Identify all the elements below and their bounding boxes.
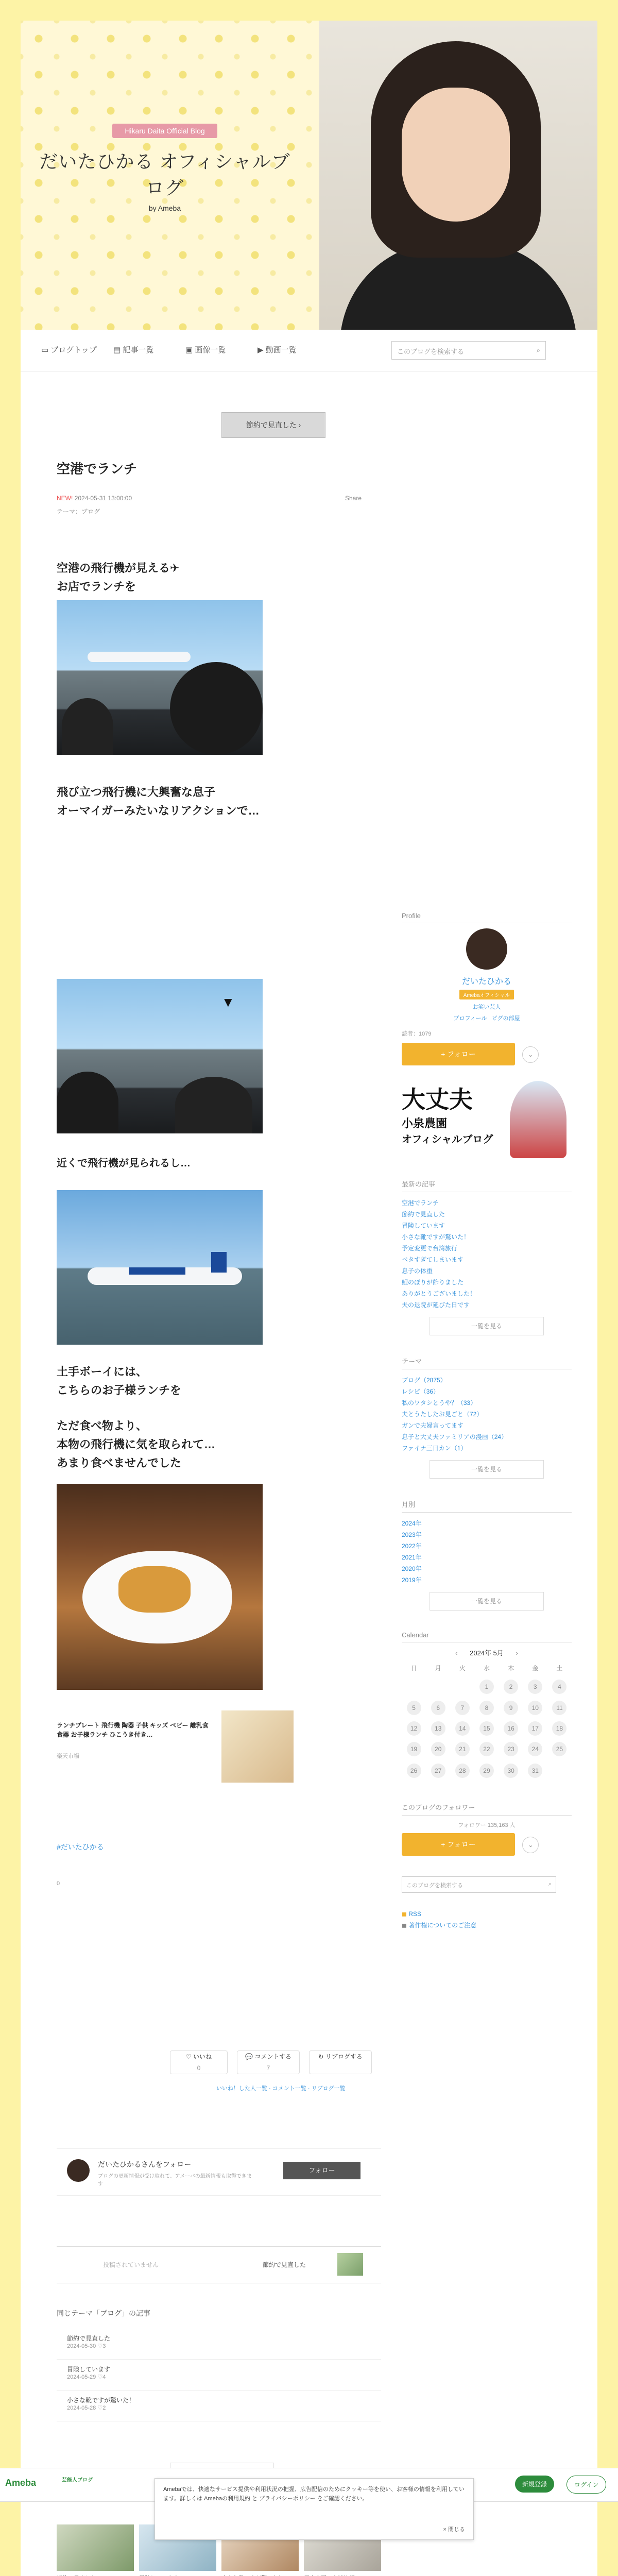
nav-video-list[interactable]: ▶ 動画一覧 — [258, 346, 297, 354]
calendar-day[interactable]: 23 — [504, 1742, 518, 1756]
calendar-day-cell — [402, 1675, 426, 1698]
calendar-day-cell — [474, 1698, 499, 1718]
same-theme-item-2[interactable]: 冒険しています 2024-05-29 ♡4 — [57, 2360, 381, 2391]
share-label: Share — [345, 495, 362, 502]
same-theme-item-date: 2024-05-30 — [67, 2343, 96, 2349]
entry-title[interactable]: 空港でランチ — [57, 461, 138, 477]
recent-item[interactable]: 息子の体重 — [402, 1267, 433, 1275]
archive-item[interactable]: 2022年 — [402, 1543, 422, 1550]
banner-line-1: 大丈夫 — [402, 1086, 473, 1113]
calendar-day-cell — [450, 1739, 474, 1759]
entry-paragraph-5 — [57, 1417, 366, 1472]
share-button[interactable] — [345, 495, 362, 502]
nav-entry-list[interactable]: ▤ 記事一覧 — [113, 346, 154, 354]
same-theme-list — [57, 2329, 381, 2421]
same-theme-header: 同じテーマ「ブログ」の記事 — [57, 2309, 150, 2317]
sidebar-follow-button[interactable]: + フォロー — [402, 1043, 515, 1065]
calendar-day-cell — [547, 1698, 572, 1718]
rss-label: RSS — [408, 1910, 421, 1918]
calendar-day[interactable]: 15 — [479, 1721, 494, 1736]
paragraph-1-line-2: お店でランチを — [57, 580, 136, 593]
plane-stripe — [129, 1267, 185, 1275]
sidebar-follow-label: フォロー — [447, 1050, 476, 1058]
calendar-day[interactable]: 16 — [504, 1721, 518, 1736]
weekday: 日 — [410, 1665, 417, 1672]
calendar-day-cell — [523, 1718, 547, 1739]
archive-item[interactable]: 2024年 — [402, 1520, 422, 1527]
calendar-day[interactable]: 27 — [431, 1764, 445, 1778]
calendar-header: Calendar — [402, 1631, 572, 1642]
like-count: 0 — [197, 2064, 201, 2072]
calendar-day-cell — [474, 1759, 499, 1782]
recent-item[interactable]: 小さな靴ですが驚いた！ — [402, 1233, 470, 1241]
follow-row — [402, 1043, 572, 1065]
login-button[interactable]: ログイン — [566, 2476, 606, 2494]
person-silhouette — [170, 662, 263, 755]
followers-follow-label: フォロー — [447, 1840, 476, 1849]
entry-paragraph-3: 近くで飛行機が見られるし… — [57, 1158, 191, 1169]
calendar-day-cell — [426, 1739, 450, 1759]
weekday: 木 — [508, 1665, 514, 1672]
archive-item[interactable]: 2019年 — [402, 1577, 422, 1584]
follow-box — [57, 2148, 381, 2196]
calendar-day[interactable]: 6 — [431, 1701, 445, 1715]
rss-link[interactable] — [402, 1908, 572, 1920]
like-label: いいね — [193, 2053, 212, 2060]
photo-airport-window[interactable] — [57, 600, 263, 755]
calendar-day[interactable]: 21 — [455, 1742, 470, 1756]
product-source: 楽天市場 — [57, 1753, 79, 1759]
plane-silhouette — [88, 652, 191, 662]
banner-character — [510, 1081, 566, 1158]
recommended-thumb-1[interactable] — [57, 2524, 134, 2571]
calendar-next-icon[interactable]: › — [516, 1649, 518, 1657]
copyright-link[interactable] — [402, 1920, 572, 1931]
calendar-day-cell — [450, 1675, 474, 1698]
profile-name[interactable]: だいたひかる — [461, 977, 511, 986]
entry-paragraph-2 — [57, 783, 366, 820]
paragraph-5-line-2: 本物の飛行機に気を取られて… — [57, 1438, 216, 1451]
official-badge: Amebaオフィシャル — [459, 990, 514, 999]
entry-paragraph-1 — [57, 559, 366, 596]
person-silhouette-2 — [175, 1077, 252, 1133]
product-card[interactable] — [57, 1710, 294, 1788]
entry-theme[interactable] — [57, 507, 100, 516]
calendar-day[interactable]: 2 — [504, 1680, 518, 1694]
paragraph-4-line-2: こちらのお子様ランチを — [57, 1384, 182, 1397]
calendar-day[interactable]: 12 — [407, 1721, 421, 1736]
theme-item[interactable]: 私のワタシとうや？（33） — [402, 1399, 477, 1406]
calendar-day-cell — [523, 1675, 547, 1698]
calendar-day[interactable]: 25 — [552, 1742, 566, 1756]
register-button[interactable]: 新規登録 — [515, 2476, 554, 2493]
calendar-day-cell — [402, 1698, 426, 1718]
theme-item[interactable]: 夫とうたしたお見ごと（72） — [402, 1411, 483, 1418]
photo-plane[interactable] — [57, 1190, 263, 1345]
calendar-day[interactable]: 4 — [552, 1680, 566, 1694]
copyright-icon: ◼ — [402, 1922, 407, 1929]
comment-count: 7 — [266, 2064, 270, 2072]
calendar-week-row — [402, 1759, 572, 1782]
theme-more-button[interactable]: 一覧を見る — [430, 1460, 544, 1479]
reblog-counter: 0 — [57, 1880, 60, 1887]
avatar — [67, 2159, 90, 2182]
same-theme-item-likes: 3 — [102, 2343, 106, 2349]
nav-entry-list-label: 記事一覧 — [123, 346, 154, 354]
entry-theme-label: テーマ：ブログ — [57, 508, 100, 515]
same-theme-item-3[interactable]: 小さな靴ですが驚いた！ 2024-05-28 ♡2 — [57, 2391, 381, 2421]
calendar-day[interactable]: 28 — [455, 1764, 470, 1778]
recent-item[interactable]: 空港でランチ — [402, 1199, 439, 1207]
product-title[interactable]: ランチプレート 飛行機 陶器 子供 キッズ ベビー 離乳食 食器 お子様ランチ ひこうき付き… — [57, 1722, 209, 1738]
sidebar-search-input[interactable] — [402, 1876, 556, 1893]
sidebar — [402, 912, 572, 1931]
calendar-weekday-row — [402, 1660, 572, 1675]
recent-item[interactable]: 節約で見直した — [402, 1211, 445, 1218]
calendar-month-row — [402, 1648, 572, 1657]
product-image[interactable] — [221, 1710, 294, 1783]
recent-item[interactable]: 夫の退院が延びた日です — [402, 1301, 470, 1309]
pager-next[interactable]: 節約で見直した — [263, 2261, 306, 2268]
paragraph-5-line-1: ただ食べ物より、 — [57, 1419, 148, 1432]
calendar-day-cell — [450, 1698, 474, 1718]
blog-title[interactable]: だいたひかる オフィシャルブログ — [39, 151, 290, 198]
ameba-logo[interactable]: Ameba — [5, 2478, 37, 2488]
plane-tail — [211, 1252, 227, 1273]
calendar-day[interactable]: 8 — [479, 1701, 494, 1715]
calendar-day[interactable]: 13 — [431, 1721, 445, 1736]
recent-item[interactable]: ベタすぎてしまいます — [402, 1256, 464, 1263]
like-button[interactable]: ♡ いいね 0 — [170, 2050, 228, 2074]
calendar-day[interactable]: 7 — [455, 1701, 470, 1715]
calendar-day-cell — [426, 1718, 450, 1739]
followers-follow-button[interactable]: + フォロー — [402, 1833, 515, 1856]
archive-item[interactable]: 2023年 — [402, 1531, 422, 1538]
archive-item[interactable]: 2021年 — [402, 1554, 422, 1561]
calendar-day-cell — [402, 1739, 426, 1759]
rss-icon: ◼ — [402, 1910, 407, 1918]
hashtag-link[interactable]: #だいたひかる — [57, 1843, 104, 1851]
blog-nav — [21, 330, 597, 371]
calendar-day[interactable]: 20 — [431, 1742, 445, 1756]
calendar-day[interactable]: 17 — [528, 1721, 542, 1736]
profile-avatar[interactable] — [466, 928, 507, 970]
paragraph-2-line-2: オーマイガーみたいなリアクションで… — [57, 804, 260, 817]
profile-link[interactable]: プロフィール — [453, 1015, 487, 1022]
calendar-day-cell — [547, 1759, 572, 1782]
pager-prev: 投稿されていません — [103, 2261, 159, 2268]
weekday: 水 — [483, 1665, 490, 1672]
recommended-title-3[interactable] — [221, 2574, 284, 2576]
paragraph-5-line-3: あまり食べませんでした — [57, 1456, 182, 1469]
calendar-week-row — [402, 1698, 572, 1718]
calendar-day[interactable]: 29 — [479, 1764, 494, 1778]
calendar-day[interactable]: 5 — [407, 1701, 421, 1715]
calendar-day[interactable]: 14 — [455, 1721, 470, 1736]
ameba-sub[interactable]: 芸能人ブログ — [62, 2478, 93, 2483]
calendar-day — [407, 1679, 421, 1693]
follow-box-title: だいたひかるさんをフォロー — [98, 2160, 192, 2168]
calendar-day[interactable]: 10 — [528, 1701, 542, 1715]
copyright-label: 著作権についてのご注意 — [408, 1922, 477, 1929]
calendar-day[interactable]: 9 — [504, 1701, 518, 1715]
weekday: 土 — [556, 1665, 563, 1672]
prev-entry-label: 節約で見直した — [246, 421, 297, 429]
archive-item[interactable]: 2020年 — [402, 1565, 422, 1572]
by-ameba: by Ameba — [148, 204, 181, 212]
same-theme-item-likes: 4 — [102, 2374, 106, 2380]
calendar-day-cell — [474, 1739, 499, 1759]
same-theme-item-1[interactable]: 節約で見直した 2024-05-30 ♡3 — [57, 2329, 381, 2360]
paragraph-4-line-1: 土手ボーイには、 — [57, 1365, 148, 1378]
calendar-week-row — [402, 1739, 572, 1759]
nav-image-list-label: 画像一覧 — [195, 346, 226, 354]
calendar-day-cell — [499, 1739, 523, 1759]
child-silhouette — [62, 698, 113, 755]
sidebar-search-placeholder: このブログを検索する — [406, 1883, 463, 1889]
calendar-day-cell — [474, 1675, 499, 1698]
cookie-text: Amebaでは、快適なサービス提供や利用状況の把握、広告配信のためにクッキー等を使い、お客様の情報を利用しています。詳しくは Amebaの利用規約 と プライバシーポリシー をご確認ください。 — [163, 2486, 465, 2502]
follow-box-desc: ブログの更新情報が受け取れて、アメーバの最新情報も取得できます — [98, 2174, 252, 2187]
pigg-room-link[interactable]: ピグの部屋 — [491, 1015, 520, 1022]
calendar-day-cell — [426, 1675, 450, 1698]
recommended-title-1[interactable] — [57, 2574, 96, 2576]
follow-menu-icon[interactable]: ⌄ — [522, 1046, 539, 1063]
comment-list-link[interactable]: コメント一覧 — [272, 2086, 306, 2092]
calendar-table — [402, 1660, 572, 1782]
header-portrait — [319, 21, 597, 330]
cookie-close-button[interactable]: × 閉じる — [443, 2527, 465, 2533]
calendar-day-cell — [499, 1698, 523, 1718]
calendar-day-cell — [402, 1759, 426, 1782]
profile-category[interactable]: お笑い芸人 — [472, 1004, 501, 1010]
photo-window-seat[interactable] — [57, 979, 263, 1133]
comment-label: コメントする — [254, 2053, 291, 2060]
calendar-day-cell — [450, 1759, 474, 1782]
calendar-day-cell — [426, 1759, 450, 1782]
header-ribbon: Hikaru Daita Official Blog — [112, 124, 217, 138]
search-icon: ⌕ — [548, 1881, 552, 1887]
calendar-day[interactable]: 19 — [407, 1742, 421, 1756]
entry-meta — [57, 495, 132, 502]
blog-title-block — [31, 124, 299, 212]
followers-follow-row — [402, 1833, 572, 1856]
calendar-day-cell — [547, 1675, 572, 1698]
recent-item[interactable]: 冒険しています — [402, 1222, 445, 1229]
plane-in-sky: ▼ — [221, 994, 235, 1010]
same-theme-item-date: 2024-05-28 — [67, 2405, 96, 2411]
calendar-day[interactable]: 31 — [528, 1764, 542, 1778]
calendar-day-cell — [499, 1759, 523, 1782]
calendar-week-row — [402, 1718, 572, 1739]
calendar-day-cell — [474, 1718, 499, 1739]
search-icon: ⌕ — [536, 346, 540, 354]
paragraph-2-line-1: 飛び立つ飛行機に大興奮な息子 — [57, 786, 216, 799]
recent-item[interactable]: ありがとうございました！ — [402, 1290, 476, 1297]
theme-item[interactable]: レシピ（36） — [402, 1388, 440, 1395]
new-badge: NEW! — [57, 495, 73, 502]
calendar-day-cell — [547, 1718, 572, 1739]
calendar-day-cell — [402, 1718, 426, 1739]
page-sheet — [21, 21, 597, 2576]
weekday: 月 — [435, 1665, 441, 1672]
same-theme-item-likes: 2 — [102, 2405, 106, 2411]
banner-ad[interactable] — [402, 1081, 572, 1163]
calendar-day[interactable]: 18 — [552, 1721, 566, 1736]
portrait-face — [402, 88, 510, 222]
profile-card — [402, 928, 572, 1022]
comment-button[interactable]: 💬 コメントする 7 — [237, 2050, 300, 2074]
profile-header: Profile — [402, 912, 572, 923]
reblog-label: リブログする — [325, 2053, 363, 2060]
child-silhouette-2 — [57, 1072, 118, 1133]
search-placeholder: このブログを検索する — [397, 348, 465, 355]
calendar-day-cell — [523, 1698, 547, 1718]
entry-paragraph-4 — [57, 1363, 366, 1400]
followers-count: フォロワー 135,163 人 — [458, 1822, 516, 1828]
calendar-day-cell — [523, 1759, 547, 1782]
calendar-prev-icon[interactable]: ‹ — [455, 1649, 458, 1657]
recent-item[interactable]: 鯉のぼりが飾りました — [402, 1279, 464, 1286]
calendar-day[interactable]: 22 — [479, 1742, 494, 1756]
calendar-day[interactable]: 1 — [479, 1680, 494, 1694]
entry-date: 2024-05-31 13:00:00 — [74, 495, 132, 502]
calendar-day — [455, 1679, 470, 1693]
calendar-day-cell — [426, 1698, 450, 1718]
calendar-days — [402, 1675, 572, 1782]
calendar-day[interactable]: 11 — [552, 1701, 566, 1715]
calendar-day[interactable]: 24 — [528, 1742, 542, 1756]
archive-more-button[interactable]: 一覧を見る — [430, 1592, 544, 1611]
same-theme-item-title: 小さな靴ですが驚いた！ — [67, 2397, 135, 2404]
follow-box-button[interactable]: フォロー — [283, 2162, 360, 2179]
nav-blog-top-label: ブログトップ — [50, 346, 97, 354]
cookie-notice — [154, 2478, 474, 2540]
reaction-bar — [170, 2050, 376, 2076]
calendar-day-cell — [499, 1675, 523, 1698]
same-theme-item-date: 2024-05-29 — [67, 2374, 96, 2380]
theme-item[interactable]: ブログ（2875） — [402, 1377, 447, 1384]
same-theme-item-title: 冒険しています — [67, 2366, 111, 2373]
calendar-day — [431, 1679, 445, 1693]
nav-image-list[interactable]: ▣ 画像一覧 — [185, 346, 226, 354]
calendar-day-cell — [450, 1718, 474, 1739]
reblog-button[interactable]: ↻ リブログする — [309, 2050, 372, 2074]
theme-item[interactable]: 息子と大丈夫ファミリアの漫画（24） — [402, 1433, 508, 1440]
same-theme-item-title: 節約で見直した — [67, 2335, 111, 2342]
recent-item[interactable]: 予定変更で台湾旅行 — [402, 1245, 458, 1252]
reaction-links: いいね！した人一覧 · コメント一覧 · リブログ一覧 — [216, 2086, 346, 2092]
calendar-day-cell — [523, 1739, 547, 1759]
blog-header[interactable] — [21, 21, 597, 330]
weekday: 火 — [459, 1665, 466, 1672]
readers-count: 読者：1079 — [402, 1031, 432, 1037]
archive-header: 月別 — [402, 1499, 572, 1513]
reblog-list-link[interactable]: リブログ一覧 — [311, 2086, 346, 2092]
theme-item[interactable]: ガンで夫婦言ってます — [402, 1422, 464, 1429]
photo-kids-lunch[interactable] — [57, 1484, 263, 1690]
like-list-link[interactable]: いいね！した人一覧 — [216, 2086, 267, 2092]
banner-line-3: オフィシャルブログ — [402, 1134, 493, 1145]
entry-pager — [57, 2246, 381, 2283]
banner-line-2: 小泉農園 — [402, 1117, 448, 1130]
nav-blog-top[interactable]: ▭ ブログトップ — [41, 346, 97, 354]
weekday: 金 — [532, 1665, 539, 1672]
recent-header: 最新の記事 — [402, 1179, 572, 1192]
calendar-day — [552, 1762, 566, 1777]
pager-next-thumb[interactable] — [337, 2253, 363, 2276]
recommended-title-4[interactable] — [304, 2574, 355, 2576]
followers-header: このブログのフォロワー — [402, 1802, 572, 1816]
blog-search-input[interactable] — [391, 341, 546, 360]
paragraph-1-line-1: 空港の飛行機が見える✈ — [57, 562, 180, 574]
calendar-day[interactable]: 26 — [407, 1764, 421, 1778]
recent-more-button[interactable]: 一覧を見る — [430, 1317, 544, 1335]
recommended-title-2[interactable] — [139, 2574, 179, 2576]
calendar-day[interactable]: 3 — [528, 1680, 542, 1694]
calendar-day[interactable]: 30 — [504, 1764, 518, 1778]
followers-menu-icon[interactable]: ⌄ — [522, 1837, 539, 1853]
food-item — [118, 1566, 191, 1613]
calendar-month: 2024年 5月 — [470, 1649, 504, 1657]
calendar-week-row — [402, 1675, 572, 1698]
calendar-day-cell — [547, 1739, 572, 1759]
theme-item[interactable]: ファイナ三日カン（1） — [402, 1445, 467, 1452]
calendar-day-cell — [499, 1718, 523, 1739]
theme-header: テーマ — [402, 1356, 572, 1369]
nav-video-list-label: 動画一覧 — [265, 346, 297, 354]
prev-entry-button[interactable]: 節約で見直した › — [221, 412, 325, 438]
